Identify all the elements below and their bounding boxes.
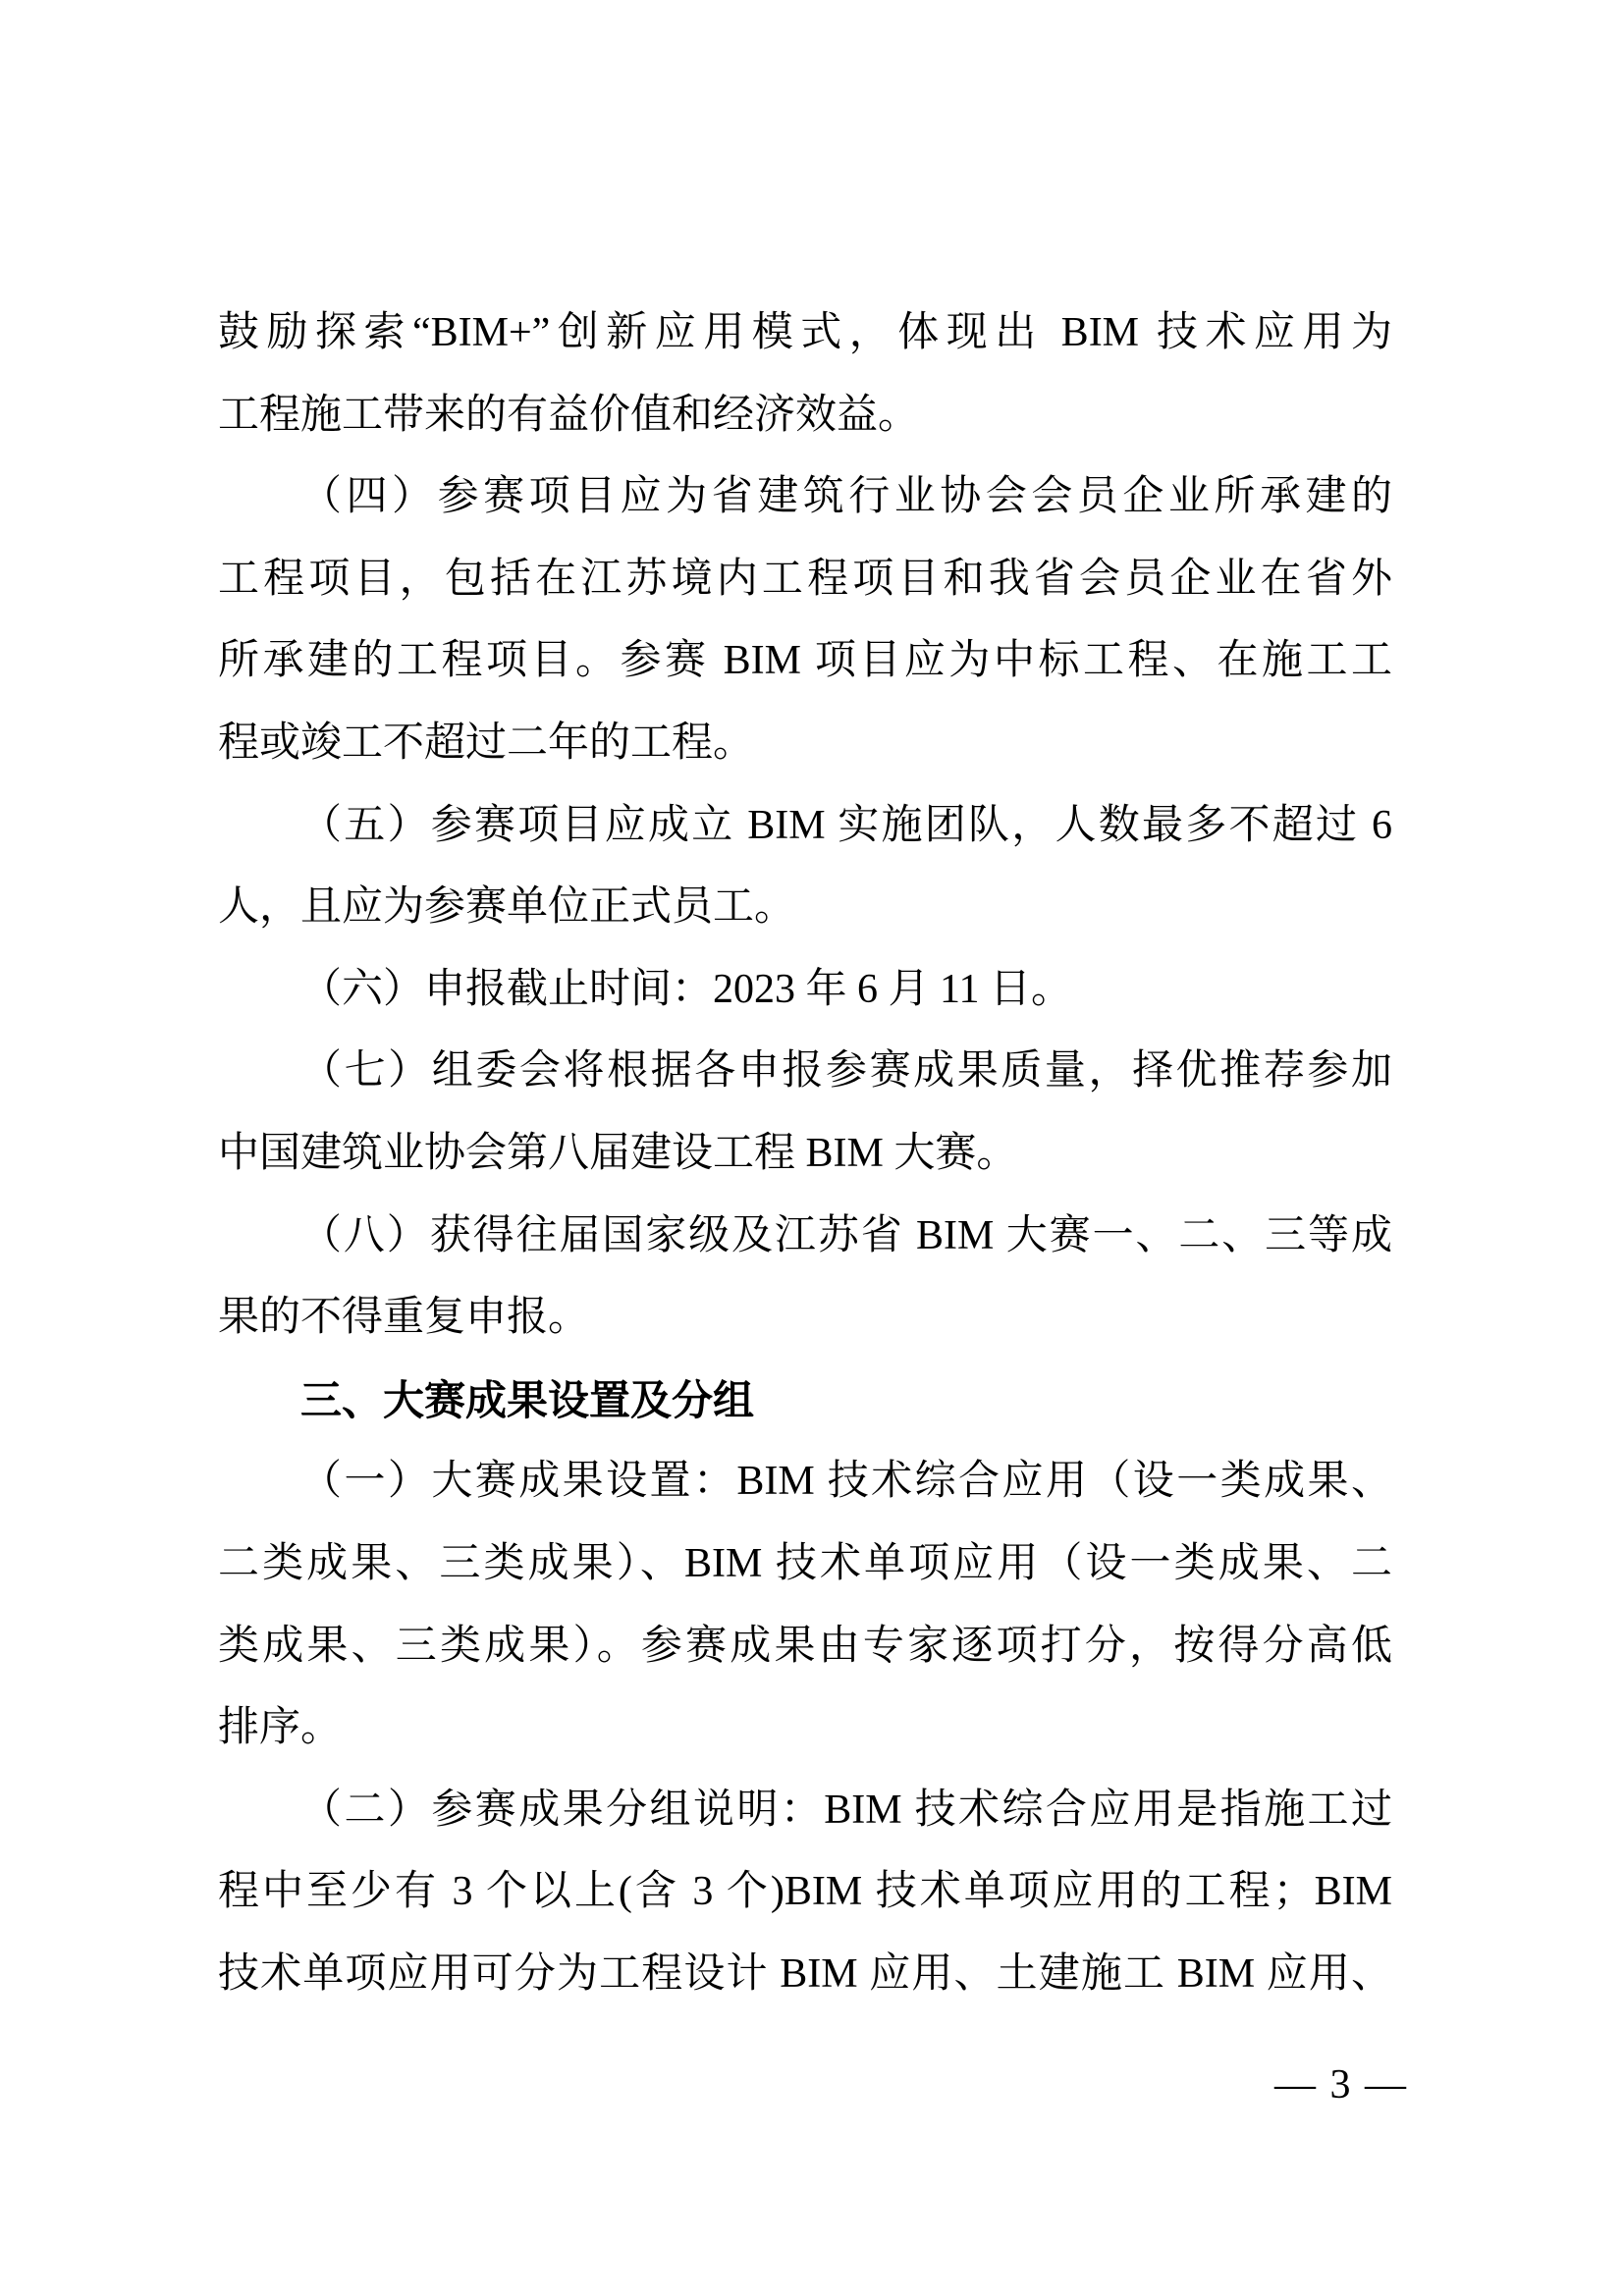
document-body <box>218 293 1392 2015</box>
text-line: 类成果、三类成果）。参赛成果由专家逐项打分，按得分高低 <box>218 1623 1392 1669</box>
text-line: 工程项目，包括在江苏境内工程项目和我省会员企业在省外 <box>218 556 1392 602</box>
page-number: — 3 — <box>1274 2062 1408 2108</box>
text-line: 鼓励探索“BIM+”创新应用模式，体现出 BIM 技术应用为 <box>218 310 1392 355</box>
text-line: 二类成果、三类成果）、BIM 技术单项应用（设一类成果、二 <box>218 1540 1392 1586</box>
text-line: （七）组委会将根据各申报参赛成果质量，择优推荐参加 <box>300 1048 1392 1095</box>
text-line: （一）大赛成果设置：BIM 技术综合应用（设一类成果、 <box>300 1459 1392 1505</box>
text-line: 工程施工带来的有益价值和经济效益。 <box>218 392 920 438</box>
text-line: 程或竣工不超过二年的工程。 <box>218 720 755 766</box>
text-line: （八）获得往届国家级及江苏省 BIM 大赛一、二、三等成 <box>300 1212 1392 1258</box>
text-line: 排序。 <box>218 1705 343 1751</box>
text-line: （二）参赛成果分组说明：BIM 技术综合应用是指施工过 <box>300 1787 1392 1833</box>
text-line: 所承建的工程项目。参赛 BIM 项目应为中标工程、在施工工 <box>218 638 1392 684</box>
text-line: （四）参赛项目应为省建筑行业协会会员企业所承建的 <box>300 474 1392 520</box>
text-line: （六）申报截止时间：2023 年 6 月 11 日。 <box>300 966 1072 1012</box>
text-line: 程中至少有 3 个以上(含 3 个)BIM 技术单项应用的工程；BIM <box>218 1869 1392 1915</box>
text-line: （五）参赛项目应成立 BIM 实施团队，人数最多不超过 6 <box>300 802 1392 848</box>
text-line: 中国建筑业协会第八届建设工程 BIM 大赛。 <box>218 1130 1018 1176</box>
section-heading: 三、大赛成果设置及分组 <box>300 1376 755 1423</box>
text-line: 人，且应为参赛单位正式员工。 <box>218 884 796 931</box>
text-line: 技术单项应用可分为工程设计 BIM 应用、土建施工 BIM 应用、 <box>218 1950 1392 1997</box>
text-line: 果的不得重复申报。 <box>218 1295 590 1341</box>
